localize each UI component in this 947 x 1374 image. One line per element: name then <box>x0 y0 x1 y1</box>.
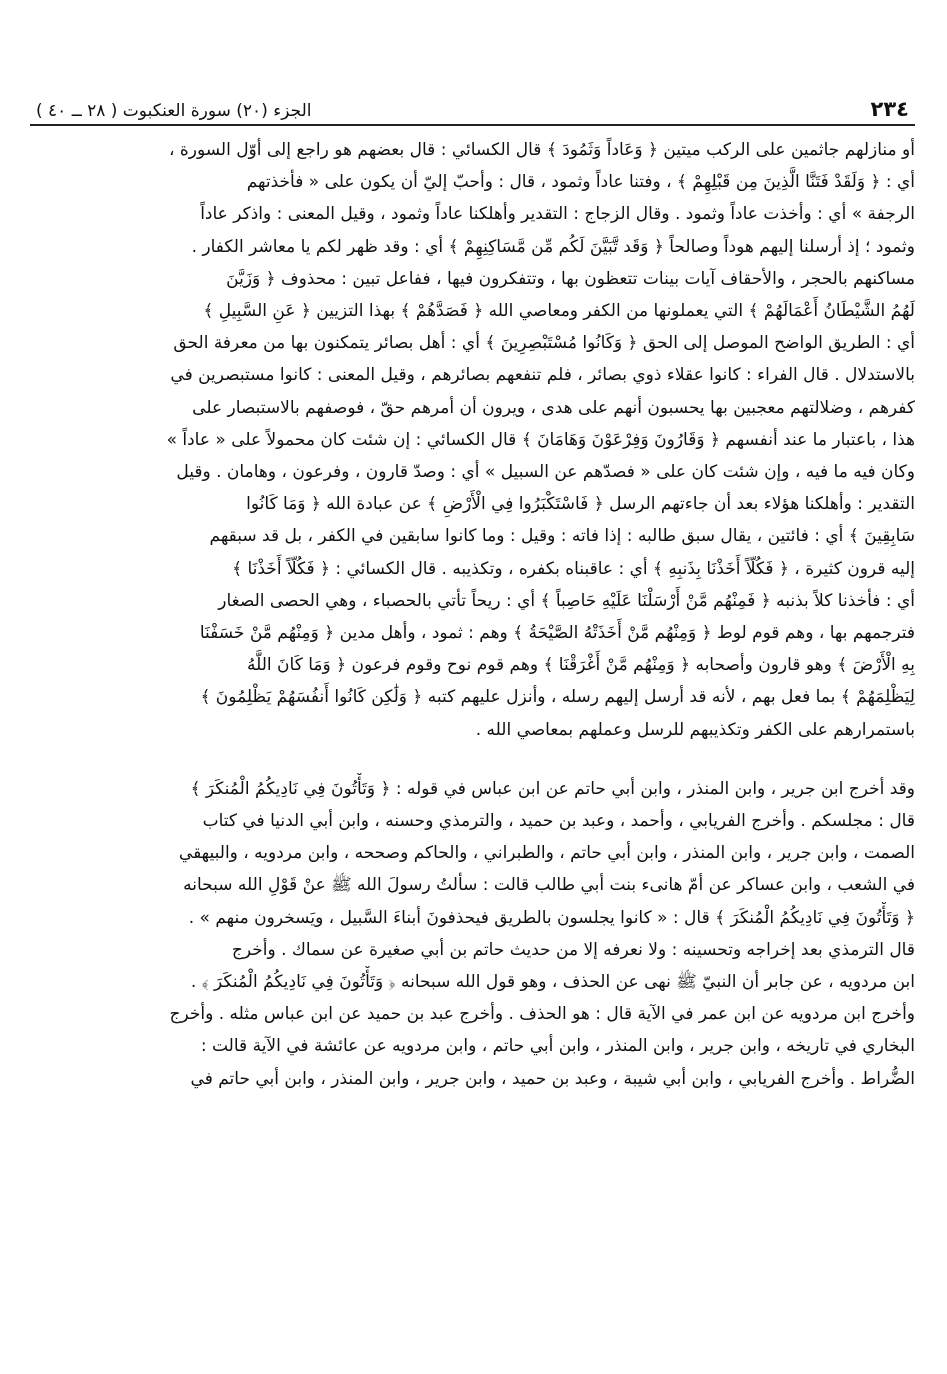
text-line: بِهِ الْأَرْضَ ﴾ وهو قارون وأصحابه ﴿ وَمِنْهُم مَّنْ أَغْرَقْنَا ﴾ وهم قوم نوح وقوم فرعون ﴿ وَمَا كَانَ اللَّهُ <box>246 655 915 676</box>
text-line: قال : مجلسكم . وأخرج الفريابي ، وأحمد ، وعبد بن حميد ، والترمذي وحسنه ، وابن أبي الدنيا في كتاب <box>202 811 915 832</box>
text-line: مساكنهم بالحجر ، والأحقاف آيات بينات تتعظون بها ، وتتفكرون فيها ، ففاعل تبين : محذوف ﴿ وَزَيَّنَ <box>226 268 915 289</box>
text-line: وأخرج ابن مردويه عن ابن عمر في الآية قال : هو الحذف . وأخرج عبد بن حميد عن ابن عباس مثله . وأخرج <box>169 1004 915 1025</box>
running-title: الجزء (٢٠) سورة العنكبوت ( ٢٨ ــ ٤٠ ) <box>36 101 312 121</box>
text-line: بالاستدلال . قال الفراء : كانوا عقلاء ذوي بصائر ، فلم تنفعهم بصائرهم ، وقيل المعنى : كانوا مستبصرين في <box>170 365 915 386</box>
text-line: هذا ، باعتبار ما عند أنفسهم ﴿ وَقَارُونَ وَفِرْعَوْنَ وَهَامَانَ ﴾ قال الكسائي : إن شئت كان محمولاً على « عاداً » <box>166 429 915 450</box>
text-line: ابن مردويه ، عن جابر أن النبيّ ﷺ نهى عن الحذف ، وهو قول الله سبحانه ﴿ وَتَأْتُونَ فِي نَادِيكُمُ الْمُنكَرَ ﴾ . <box>190 972 915 993</box>
text-line: إليه قرون كثيرة ، ﴿ فَكُلّاً أَخَذْنَا بِذَنبِهِ ﴾ أي : عاقبناه بكفره ، وتكذيبه . قال الكسائي : ﴿ فَكُلّاً أَخَذْنَا ﴾ <box>232 558 915 579</box>
text-line: قال الترمذي بعد إخراجه وتحسينه : ولا نعرفه إلا من حديث حاتم بن أبي صغيرة عن سماك . وأخرج <box>231 939 915 960</box>
text-line: أي : فأخذنا كلاً بذنبه ﴿ فَمِنْهُم مَّنْ أَرْسَلْنَا عَلَيْهِ حَاصِباً ﴾ أي : ريحاً تأتي بالحصباء ، وهي الحصى الصغار <box>218 590 915 611</box>
text-line: البخاري في تاريخه ، وابن جرير ، وابن المنذر ، وابن أبي حاتم ، وابن مردويه عن عائشة في الآية قالت : <box>200 1036 915 1057</box>
text-line: ﴿ وَتَأْتُونَ فِي نَادِيكُمُ الْمُنكَرَ ﴾ قال : « كانوا يجلسون بالطريق فيحذفونَ أبناءَ السَّبيل ، ويَسخرون منهم » . <box>188 907 915 928</box>
text-line: سَابِقِينَ ﴾ أي : فائتين ، يقال سبق طالبه : إذا فاته : وقيل : وما كانوا سابقين في الكفر ، بل قد سبقهم <box>209 526 915 547</box>
text-line: لَهُمُ الشَّيْطَانُ أَعْمَالَهُمْ ﴾ التي يعملونها من الكفر ومعاصي الله ﴿ فَصَدَّهُمْ ﴾ بهذا التزيين ﴿ عَنِ السَّبِيلِ ﴾ <box>203 301 915 322</box>
text-line: في الشعب ، وابن عساكر عن أمّ هانىء بنت أبي طالب قالت : سألتُ رسولَ الله ﷺ عنْ قَوْلِ الله سبحانه <box>183 875 915 896</box>
text-line: الضُّراط . وأخرج الفريابي ، وابن أبي شيبة ، وعبد بن حميد ، وابن جرير ، وابن المنذر ، وابن أبي حاتم في <box>190 1068 915 1089</box>
commentary-block <box>30 134 915 746</box>
text-line: وكان فيه ما فيه ، وإن شئت كان على « فصدّهم عن السبيل » أي : وصدّ قارون ، وفرعون ، وهامان . وقيل <box>176 462 915 483</box>
text-line: الرجفة » أي : وأخذت عاداً وثمود . وقال الزجاج : التقدير وأهلكنا عاداً وثمود ، وقيل المعنى : واذكر عاداً <box>200 204 915 225</box>
text-line: فترجمهم بها ، وهم قوم لوط ﴿ وَمِنْهُم مَّنْ أَخَذَتْهُ الصَّيْحَةُ ﴾ وهم : ثمود ، وأهل مدين ﴿ وَمِنْهُم مَّنْ خَسَفْنَا <box>199 623 915 644</box>
text-line: وثمود ؛ إذ أرسلنا إليهم هوداً وصالحاً ﴿ وَقَد تَّبَيَّنَ لَكُم مِّن مَّسَاكِنِهِمْ ﴾ أي : وقد ظهر لكم يا معاشر الكفار . <box>191 236 915 257</box>
text-line: أو منازلهم جاثمين على الركب ميتين ﴿ وَعَاداً وَثَمُودَ ﴾ قال الكسائي : قال بعضهم هو راجع إلى أوّل السورة ، <box>168 140 915 160</box>
text-line: الصمت ، وابن جرير ، وابن المنذر ، وابن أبي حاتم ، والطبراني ، والحاكم وصححه ، وابن مردويه ، والبيهقي <box>178 843 915 864</box>
narrations-block <box>30 773 915 1095</box>
text-line: وقد أخرج ابن جرير ، وابن المنذر ، وابن أبي حاتم عن ابن عباس في قوله : ﴿ وَتَأْتُونَ فِي نَادِيكُمُ الْمُنكَرَ ﴾ <box>190 778 915 799</box>
text-line: كفرهم ، وضلالتهم معجبين بها يحسبون أنهم على هدى ، ويرون أن أمرهم حقّ ، فوصفهم بالاستبصار على <box>192 397 915 418</box>
text-line: أي : ﴿ وَلَقَدْ فَتَنَّا الَّذِينَ مِن قَبْلِهِمْ ﴾ ، وفتنا عاداً وثمود ، قال : وأحبّ إليّ أن يكون على « فأخذتهم <box>246 172 915 193</box>
text-line: التقدير : وأهلكنا هؤلاء بعد أن جاءتهم الرسل ﴿ فَاسْتَكْبَرُوا فِي الْأَرْضِ ﴾ عن عبادة الله ﴿ وَمَا كَانُوا <box>246 494 915 515</box>
text-line: باستمرارهم على الكفر وتكذيبهم للرسل وعملهم بمعاصي الله . <box>475 719 915 740</box>
text-line: أي : الطريق الواضح الموصل إلى الحق ﴿ وَكَانُوا مُسْتَبْصِرِينَ ﴾ أي : أهل بصائر يتمكنون بها من معرفة الحق <box>173 333 915 354</box>
page-number: ٢٣٤ <box>870 97 909 121</box>
book-page <box>30 92 915 1095</box>
text-line: لِيَظْلِمَهُمْ ﴾ بما فعل بهم ، لأنه قد أرسل إليهم رسله ، وأنزل عليهم كتبه ﴿ وَلَٰكِن كَانُوا أَنفُسَهُمْ يَظْلِمُونَ ﴾ <box>200 687 915 708</box>
page-header <box>30 92 915 126</box>
